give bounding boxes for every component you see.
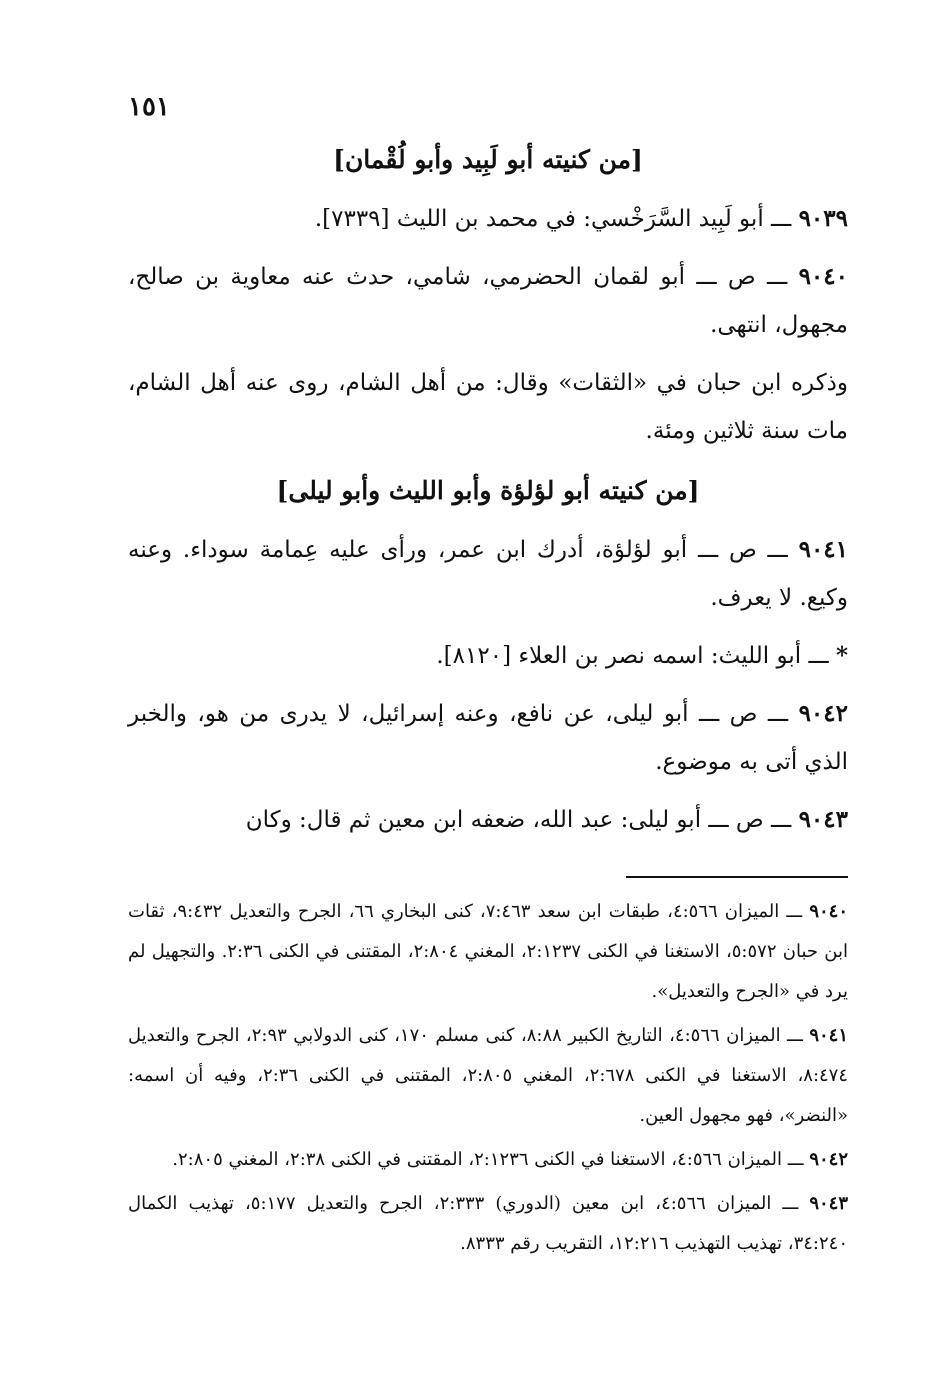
- footnote-9042: [128, 1140, 848, 1180]
- footnote-9041: [128, 1016, 848, 1136]
- entry-text: ـــ ص ـــ أبو ليلى: عبد الله، ضعفه ابن معين ثم قال: وكان: [245, 807, 792, 833]
- footnote-text: ـــ الميزان ٤:٥٦٦، التاريخ الكبير ٨:٨٨، كنى مسلم ١٧٠، كنى الدولابي ٢:٩٣، الجرح والتعديل ٨:٤٧٤، الاستغنا في الكنى ٢:٦٧٨، المغني ٢:٨٠٥، المقتنى في الكنى ٢:٣٦، وفيه أن اسمه: «النضر»، فهو مجهول العين.: [128, 1025, 849, 1126]
- entry-9039: [128, 195, 848, 243]
- page-number: ١٥١: [128, 92, 170, 122]
- entry-cross-reference: [128, 632, 848, 680]
- footnote-text: ـــ الميزان ٤:٥٦٦، ابن معين (الدوري) ٢:٣٣٣، الجرح والتعديل ٥:١٧٧، تهذيب الكمال ٣٤:٢٤٠، تهذيب التهذيب ١٢:٢١٦، التقريب رقم ٨٣٣٣.: [128, 1193, 848, 1254]
- section-heading: [من كنيته أبو لؤلؤة وأبو الليث وأبو ليلى]: [276, 476, 700, 505]
- entry-number: ٩٠٤٣: [798, 806, 848, 833]
- entry-number: ٩٠٤١: [798, 536, 849, 563]
- entry-9042: [128, 690, 848, 786]
- footnote-9040: [128, 892, 848, 1012]
- entry-number: ٩٠٤٠: [798, 263, 848, 290]
- footnote-number: ٩٠٤٣: [809, 1193, 848, 1214]
- entry-9040-continuation: [128, 359, 848, 455]
- entry-text: وذكره ابن حبان في «الثقات» وقال: من أهل الشام، روى عنه أهل الشام، مات سنة ثلاثين ومئة.: [128, 370, 848, 444]
- footnote-text: ـــ الميزان ٤:٥٦٦، الاستغنا في الكنى ٢:١٢٣٦، المقتنى في الكنى ٢:٣٨، المغني ٢:٨٠٥.: [172, 1149, 804, 1170]
- entry-text: ـــ أبو لَبِيد السَّرَخْسي: في محمد بن الليث [٧٣٣٩].: [314, 206, 792, 232]
- footnote-separator: [128, 854, 848, 892]
- footnote-9043: [128, 1184, 848, 1264]
- entry-9040: [128, 253, 848, 349]
- entry-number: ٩٠٣٩: [798, 205, 848, 232]
- entry-9043: [128, 796, 848, 844]
- asterisk-marker: *: [835, 642, 848, 669]
- entry-number: ٩٠٤٢: [798, 700, 848, 727]
- section-heading: [من كنيته أبو لَبِيد وأبو لُقْمان]: [333, 145, 643, 174]
- entry-text: ـــ ص ـــ أبو لؤلؤة، أدرك ابن عمر، ورأى عليه عِمامة سوداء. وعنه وكيع. لا يعرف.: [128, 537, 848, 611]
- main-text: [128, 142, 848, 844]
- separator-line: [626, 876, 848, 878]
- footnotes: [128, 892, 848, 1264]
- entry-text: ـــ ص ـــ أبو لقمان الحضرمي، شامي، حدث عنه معاوية بن صالح، مجهول، انتهى.: [128, 264, 848, 338]
- footnote-number: ٩٠٤٠: [809, 901, 849, 922]
- footnote-text: ـــ الميزان ٤:٥٦٦، طبقات ابن سعد ٧:٤٦٣، كنى البخاري ٦٦، الجرح والتعديل ٩:٤٣٢، ثقات ابن حبان ٥:٥٧٢، الاستغنا في الكنى ٢:١٢٣٧، المغني ٢:٨٠٤، المقتنى في الكنى ٢:٣٦. والتجهيل لم يرد في «الجرح والتعديل».: [128, 901, 849, 1002]
- footnote-number: ٩٠٤١: [809, 1025, 848, 1046]
- entry-9041: [128, 526, 848, 622]
- footnote-number: ٩٠٤٢: [809, 1149, 848, 1170]
- entry-text: ـــ ص ـــ أبو ليلى، عن نافع، وعنه إسرائيل، لا يدرى من هو، والخبر الذي أتى به موضوع.: [128, 701, 848, 775]
- entry-text: ـــ أبو الليث: اسمه نصر بن العلاء [٨١٢٠].: [436, 643, 829, 669]
